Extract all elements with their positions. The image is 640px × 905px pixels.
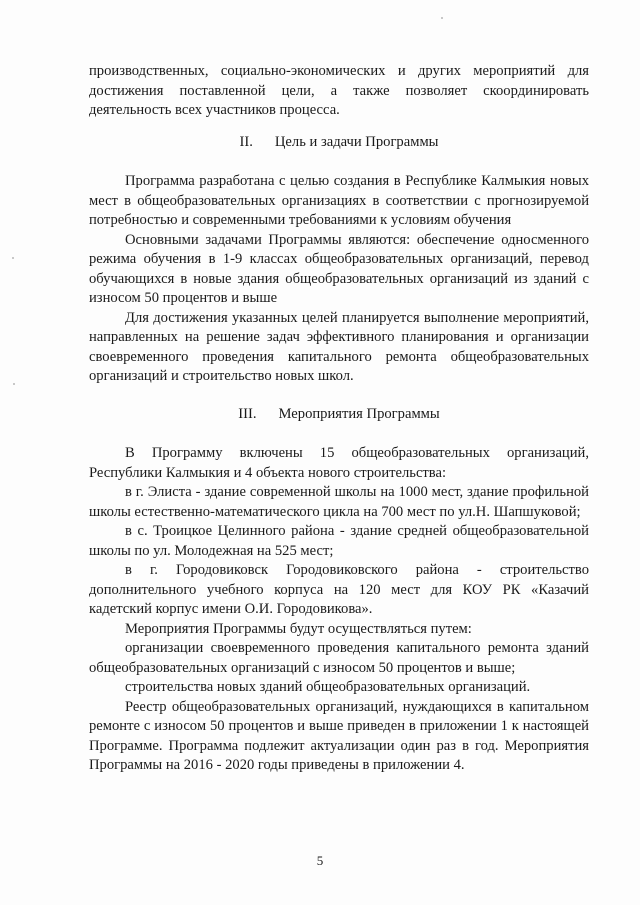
paragraph: строительства новых зданий общеобразовательных организаций. [125,679,531,695]
section-title: Цель и задачи Программы [274,133,439,150]
paragraph: организации своевременного проведения капитального ремонта зданий общеобразовательных организаций с износом 50 процентов и выше; [89,640,589,676]
paragraph: в г. Городовиковск Городовиковского района - строительство дополнительного учебного корпуса на 120 мест для КОУ РК «Казачий кадетский корпус имени О.И. Городовикова». [89,562,589,617]
paragraph: Программа разработана с целью создания в Республике Калмыкия новых мест в общеобразовательных организациях в соответствии с прогнозируемой потребностью и современными требованиями к условиям обучения [89,173,589,228]
paragraph: в с. Троицкое Целинного района - здание средней общеобразовательной школы по ул. Молодежная на 525 мест; [89,523,589,559]
paragraph: Реестр общеобразовательных организаций, нуждающихся в капитальном ремонте с износом 50 процентов и выше приведен в приложении 1 к настоящей Программе. Программа подлежит актуализации один раз в год. Мероприятия Программы на 2016 - 2020 годы приведены в приложении 4. [89,698,589,773]
page-number: 5 [316,853,324,868]
paragraph: Для достижения указанных целей планируется выполнение мероприятий, направленных на решение задач эффективного планирования и организации своевременного проведения капитального ремонта общеобразовательных организаций и строительство новых школ. [89,309,589,384]
section-heading-3 [89,405,589,425]
scan-speck [441,17,443,19]
scan-speck [12,257,14,259]
section-title: Мероприятия Программы [278,405,440,422]
intro-paragraph: производственных, социально-экономических и других мероприятий для достижения поставленной цели, а также позволяет скоординировать деятельность всех участников процесса. [89,63,589,118]
paragraph: Мероприятия Программы будут осуществляться путем: [125,620,472,637]
paragraph: В Программу включены 15 общеобразовательных организаций, Республики Калмыкия и 4 объекта нового строительства: [89,445,589,481]
scan-speck [13,383,15,385]
section-heading-2 [89,133,589,153]
section-number: III. [238,405,257,422]
section-number: II. [239,133,253,150]
paragraph: в г. Элиста - здание современной школы на 1000 мест, здание профильной школы естественно-математического цикла на 700 мест по ул.Н. Шапшуковой; [89,484,589,520]
document-body [89,62,589,776]
paragraph: Основными задачами Программы являются: обеспечение односменного режима обучения в 1-9 классах общеобразовательных организаций, перевод обучающихся в новые здания общеобразовательных организаций из зданий с износом 50 процентов и выше [89,231,589,306]
